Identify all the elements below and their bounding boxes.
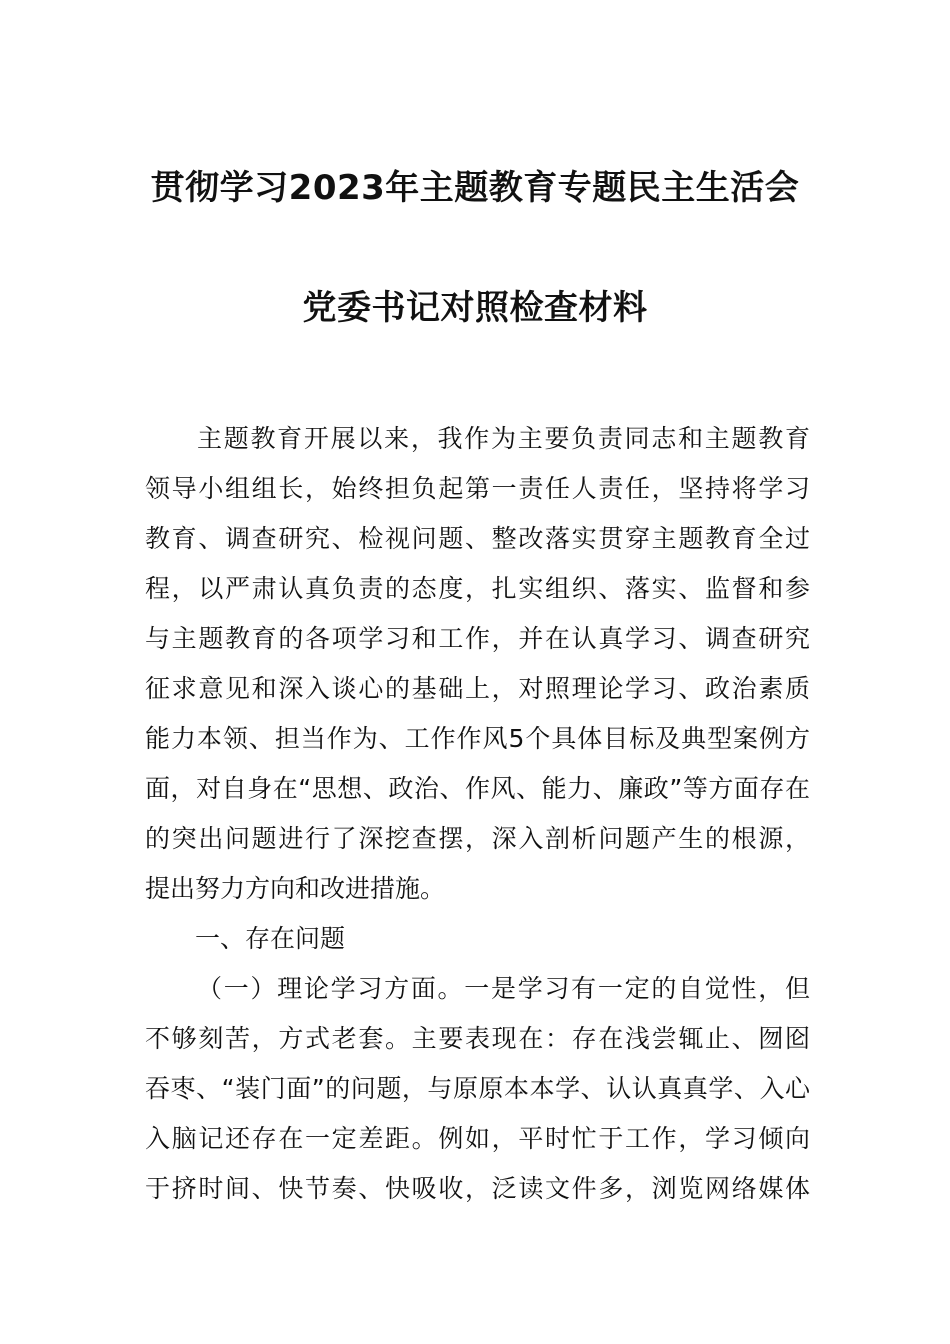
section-line-4: 入脑记还存在一定差距。例如，平时忙于工作，学习倾向	[145, 1124, 810, 1153]
intro-line-7: 能力本领、担当作为、工作作风5个具体目标及典型案例方	[145, 724, 810, 753]
intro-line-9: 的突出问题进行了深挖查摆，深入剖析问题产生的根源，	[145, 824, 810, 853]
intro-line-1: 主题教育开展以来，我作为主要负责同志和主题教育	[197, 424, 810, 453]
section-line-5: 于挤时间、快节奏、快吸收，泛读文件多，浏览网络媒体	[145, 1174, 810, 1203]
section-line-3: 吞枣、“装门面”的问题，与原原本本学、认认真真学、入心	[145, 1074, 810, 1103]
intro-line-8: 面，对自身在“思想、政治、作风、能力、廉政”等方面存在	[145, 774, 810, 803]
document-title-line-1: 贯彻学习2023年主题教育专题民主生活会	[150, 168, 800, 208]
intro-line-4: 程，以严肃认真负责的态度，扎实组织、落实、监督和参	[145, 574, 810, 603]
section-heading: 一、存在问题	[195, 924, 346, 953]
intro-line-5: 与主题教育的各项学习和工作，并在认真学习、调查研究	[145, 624, 810, 653]
intro-line-2: 领导小组组长，始终担负起第一责任人责任，坚持将学习	[145, 474, 810, 503]
document-body	[145, 414, 810, 1214]
intro-line-6: 征求意见和深入谈心的基础上，对照理论学习、政治素质	[145, 674, 810, 703]
document-title-line-2: 党委书记对照检查材料	[302, 288, 648, 328]
section-line-1: （一）理论学习方面。一是学习有一定的自觉性，但	[197, 974, 810, 1003]
intro-line-10: 提出努力方向和改进措施。	[145, 874, 446, 903]
intro-line-3: 教育、调查研究、检视问题、整改落实贯穿主题教育全过	[145, 524, 810, 553]
section-line-2: 不够刻苦，方式老套。主要表现在：存在浅尝辄止、囫囵	[145, 1024, 810, 1053]
